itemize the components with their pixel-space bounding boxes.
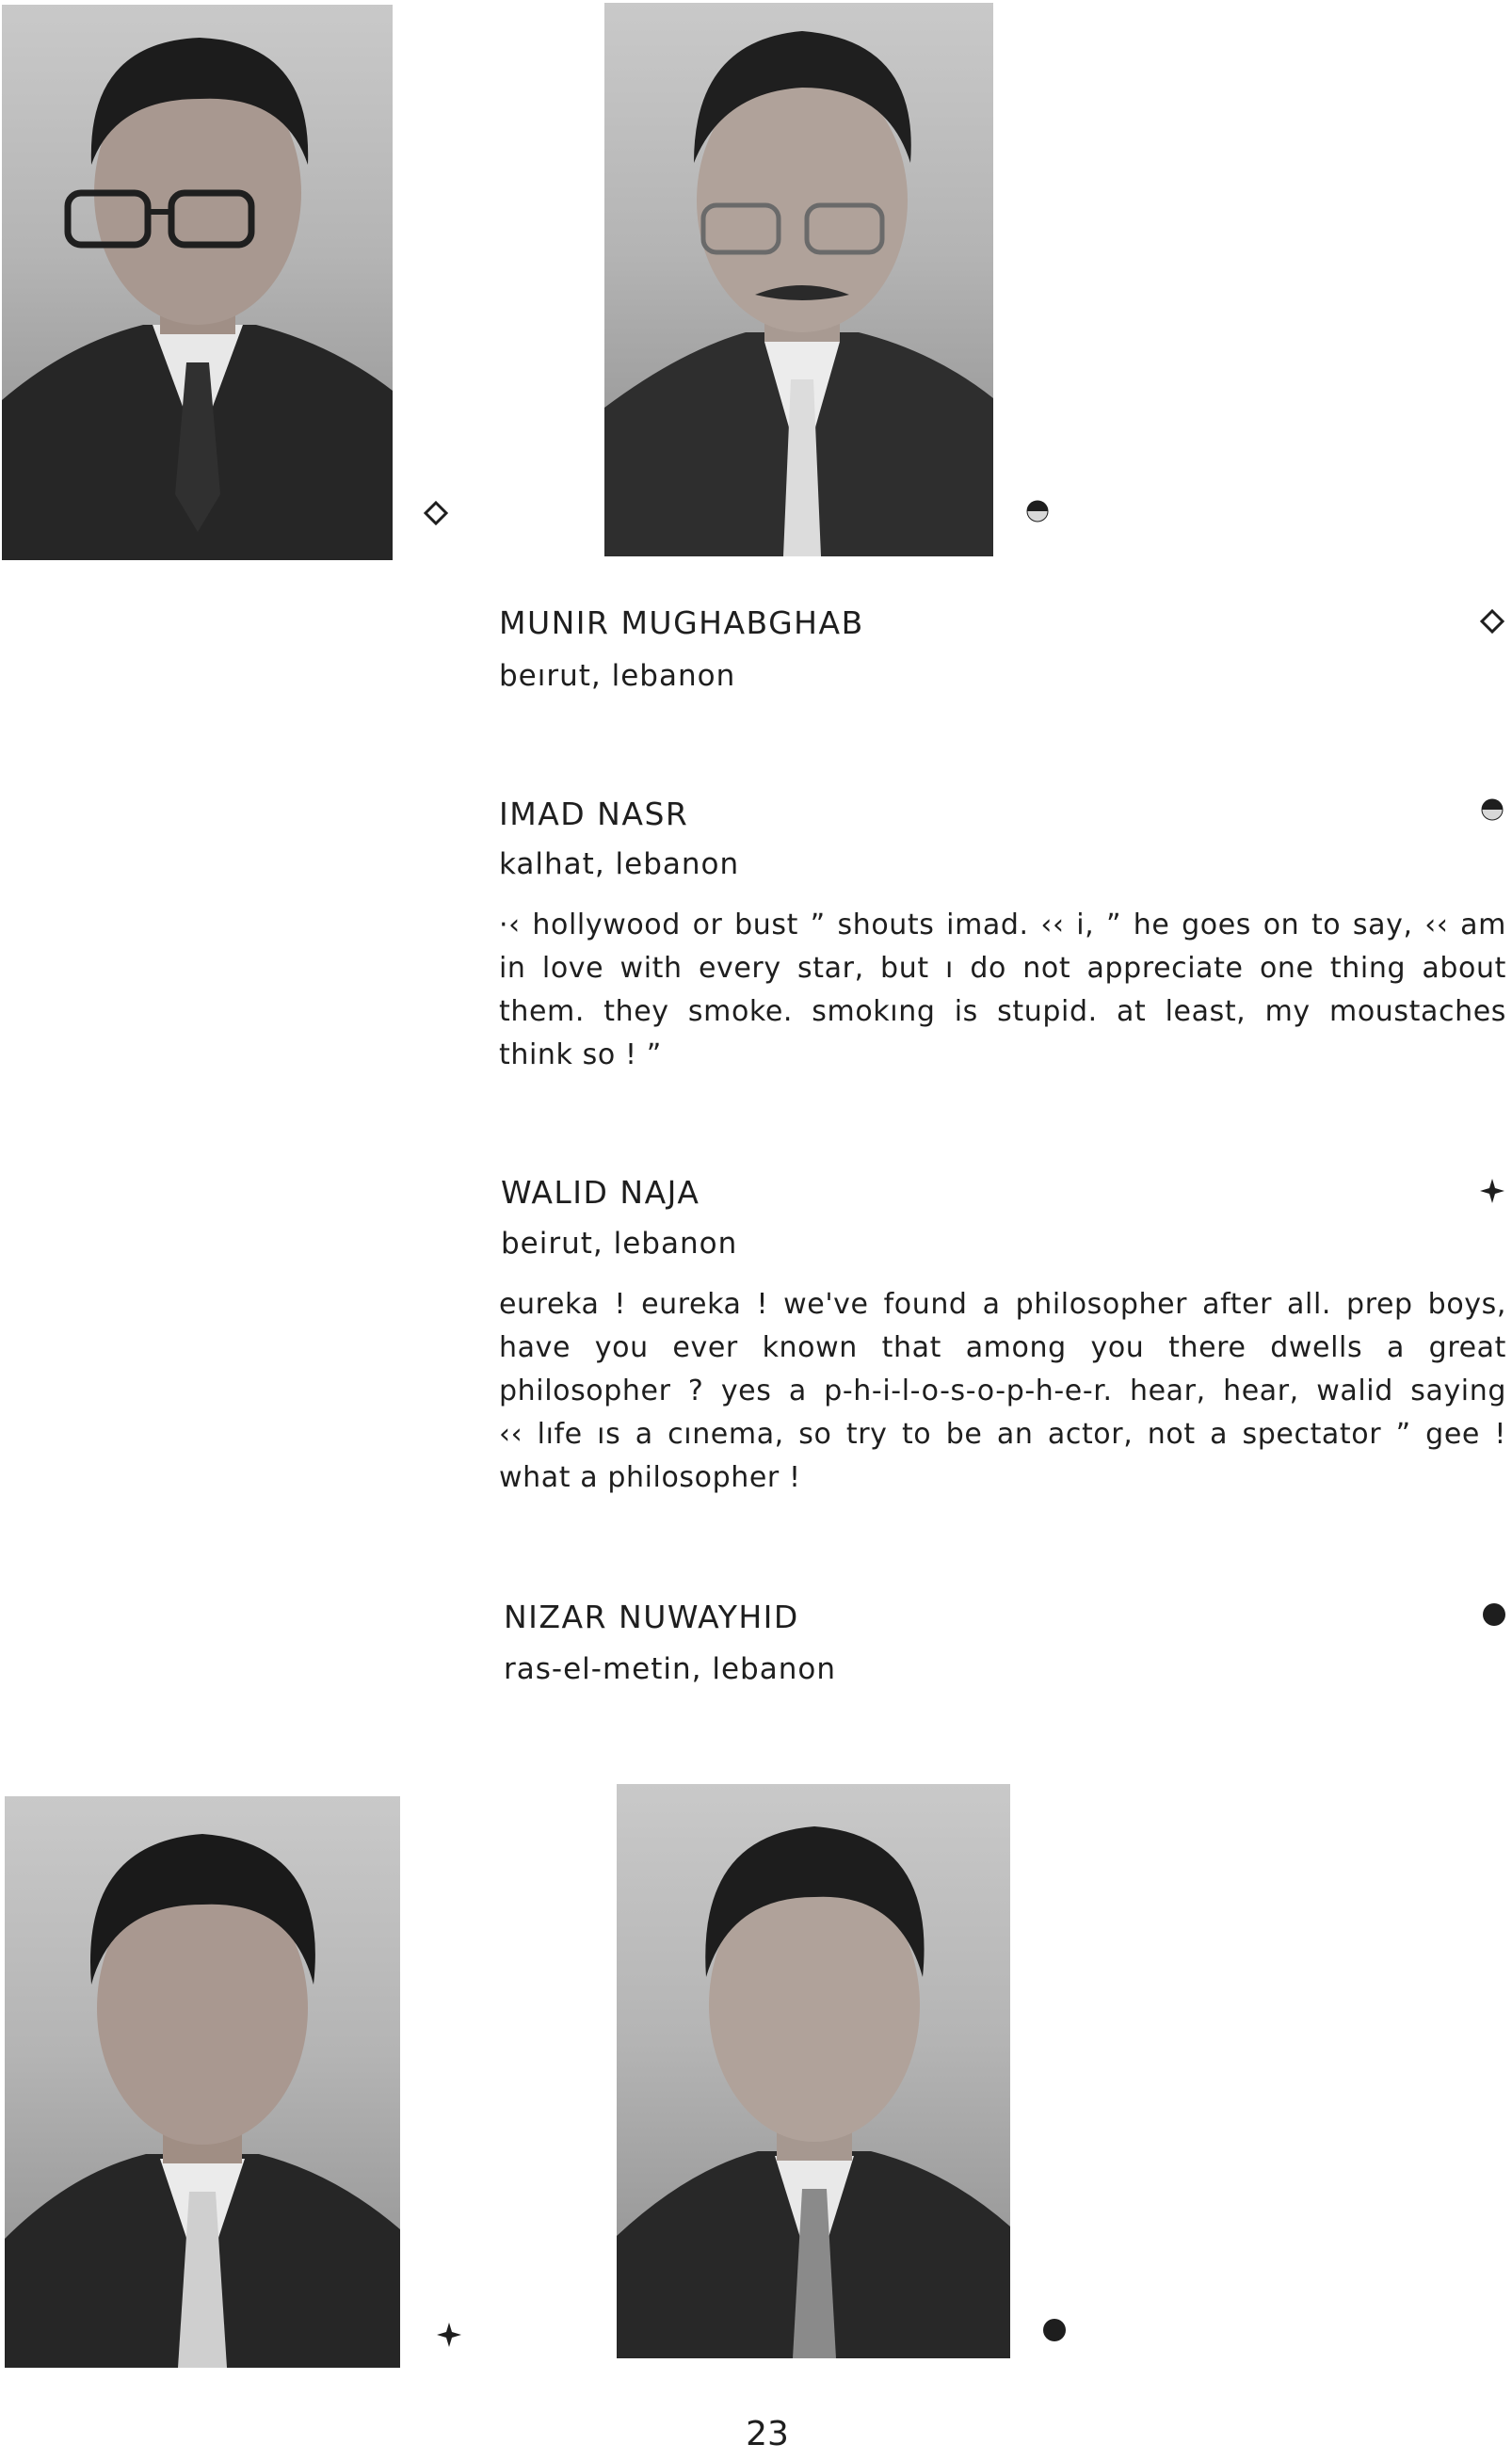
filled-circle-icon bbox=[1480, 1600, 1508, 1629]
portrait-photo-walid bbox=[5, 1796, 400, 2368]
half-filled-circle-icon bbox=[1023, 497, 1052, 525]
student-quote-walid bbox=[499, 1283, 1506, 1500]
student-location-nizar: ras-el-metin, lebanon bbox=[504, 1652, 836, 1686]
student-name-imad: IMAD NASR bbox=[499, 796, 689, 832]
quote-line: them. they smoke. smokıng is stupid. at least, my moustaches bbox=[499, 995, 1506, 1028]
quote-line: ‹‹ lıfe ıs a cınema, so try to be an actor, not a spectator ” gee ! bbox=[499, 1418, 1506, 1451]
student-name-nizar: NIZAR NUWAYHID bbox=[504, 1599, 799, 1635]
quote-line: philosopher ? yes a p-h-i-l-o-s-o-p-h-e-r. hear, hear, walid saying bbox=[499, 1375, 1506, 1407]
filled-circle-icon bbox=[1040, 2316, 1069, 2344]
student-location-walid: beirut, lebanon bbox=[501, 1227, 738, 1261]
student-name-munir: MUNIR MUGHABGHAB bbox=[499, 604, 864, 641]
quote-line: have you ever known that among you there dwells a great bbox=[499, 1331, 1506, 1364]
star-cross-icon bbox=[1478, 1177, 1506, 1205]
quote-line: think so ! ” bbox=[499, 1038, 662, 1071]
hollow-diamond-icon bbox=[1478, 607, 1506, 635]
portrait-photo-munir bbox=[2, 5, 393, 560]
student-location-munir: beırut, lebanon bbox=[499, 659, 736, 693]
student-name-walid: WALID NAJA bbox=[501, 1174, 700, 1211]
page-number: 23 bbox=[746, 2415, 789, 2453]
quote-line: eureka ! eureka ! we've found a philosopher after all. prep boys, bbox=[499, 1288, 1506, 1321]
portrait-photo-nizar bbox=[617, 1784, 1010, 2358]
half-filled-circle-icon bbox=[1478, 796, 1506, 824]
hollow-diamond-icon bbox=[422, 499, 450, 527]
student-location-imad: kalhat, lebanon bbox=[499, 847, 740, 881]
portrait-photo-imad bbox=[604, 3, 993, 556]
quote-line: what a philosopher ! bbox=[499, 1461, 801, 1494]
student-quote-imad bbox=[499, 904, 1506, 1077]
star-cross-icon bbox=[435, 2321, 463, 2349]
quote-line: ·‹ hollywood or bust ” shouts imad. ‹‹ i, ” he goes on to say, ‹‹ am bbox=[499, 908, 1506, 941]
quote-line: in love with every star, but ı do not appreciate one thing about bbox=[499, 952, 1506, 985]
